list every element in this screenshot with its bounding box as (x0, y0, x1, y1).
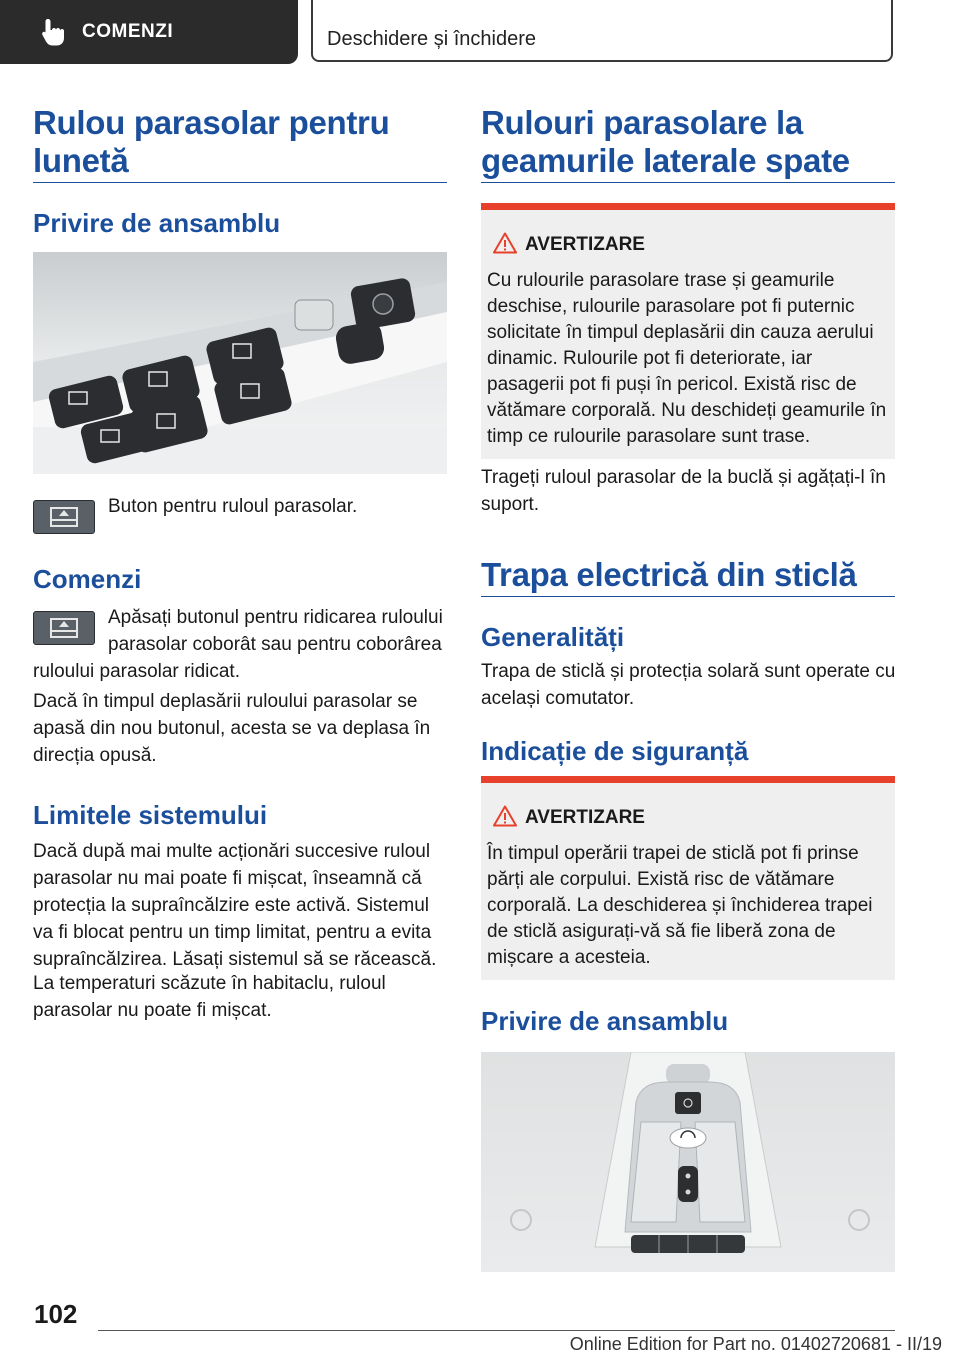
warning-1-label: AVERTIZARE (525, 234, 645, 255)
footer-rule (98, 1330, 895, 1331)
rear-window-blind-title: Rulou parasolar pentru lunetă (33, 104, 390, 179)
limits-paragraph-2: La temperaturi scăzute în habitaclu, ruloul parasolar nu poate fi mișcat. (33, 973, 386, 1021)
warning-box-1 (481, 203, 895, 459)
sunroof-title: Trapa electrică din sticlă (481, 556, 857, 593)
general-heading: Generalități (481, 622, 625, 652)
sunblind-up-icon (34, 501, 94, 533)
door-switch-panel-illustration (33, 252, 447, 474)
page-number: 102 (34, 1299, 78, 1329)
sunroof-overview-heading: Privire de ansamblu (481, 1006, 729, 1036)
limits-heading: Limitele sistemului (33, 800, 268, 830)
controls-text-line3: ruloului parasolar ridicat. (33, 661, 240, 682)
controls-text-line1: Apăsați butonul pentru ridicarea ruloului (108, 607, 443, 628)
general-text: Trapa de sticlă și protecția solară sunt operate cu același comutator. (481, 661, 896, 709)
chapter-header (311, 0, 893, 62)
sunblind-button-icon (33, 500, 95, 534)
warning-2-label: AVERTIZARE (525, 807, 645, 828)
edition-footer: Online Edition for Part no. 01402720681 - II/19 (569, 1334, 942, 1354)
side-blinds-rule (481, 182, 895, 183)
button-caption: Buton pentru ruloul parasolar. (108, 496, 358, 517)
safety-heading: Indicație de siguranță (481, 736, 749, 766)
limits-paragraph-1: Dacă după mai multe acționări succesive ruloul parasolar nu mai poate fi mișcat, înseamnă că protecția la supraîncălzire este activă. Sistemul va fi blocat pentru un timp limitat, pentru a evita supraîncălzirea. Lăsați sistemul să se răcească. (33, 841, 437, 970)
chapter-title: Deschidere și închidere (327, 28, 536, 50)
sunblind-button-icon-2 (33, 611, 95, 645)
overview-heading: Privire de ansamblu (33, 208, 281, 238)
section-label: COMENZI (82, 21, 174, 42)
warning-triangle-icon (493, 805, 517, 827)
controls-text-line2: parasolar coborât sau pentru coborârea (108, 634, 442, 655)
roof-console-illustration (481, 1052, 895, 1272)
sunblind-up-icon (34, 612, 94, 644)
pull-blind-text: Trageți ruloul parasolar de la buclă și agățați-l în suport. (481, 467, 886, 515)
side-blinds-title: Rulouri parasolare la geamurile laterale spate (481, 104, 850, 179)
warning-2-text: În timpul operării trapei de sticlă pot fi prinse părți ale corpului. Există risc de vătămare corporală. La deschiderea și închiderea trapei de sticlă asigurați-vă să fie liberă zona de mișcare a acesteia. (487, 843, 873, 968)
warning-1-text: Cu rulourile parasolare trase și geamurile deschise, rulourile parasolare pot fi puternic solicitate în timpul deplasării din cauza aerului dinamic. Rulourile pot fi deteriorate, iar pasagerii pot fi puși în pericol. Există risc de vătămare corporală. Nu deschideți geamurile în timp ce rulourile parasolare sunt trase. (487, 270, 887, 447)
warning-box-2 (481, 776, 895, 980)
title-rule (33, 182, 447, 183)
sunroof-console-photo (481, 1052, 895, 1272)
warning-triangle-icon (493, 232, 517, 254)
hand-pointer-icon (40, 17, 66, 47)
door-switch-panel-photo (33, 252, 447, 474)
controls-heading: Comenzi (33, 564, 142, 594)
sunroof-rule (481, 596, 895, 597)
controls-paragraph-2: Dacă în timpul deplasării ruloului parasolar se apasă din nou butonul, acesta se va deplasa în direcția opusă. (33, 691, 431, 766)
section-tab[interactable] (0, 0, 298, 64)
